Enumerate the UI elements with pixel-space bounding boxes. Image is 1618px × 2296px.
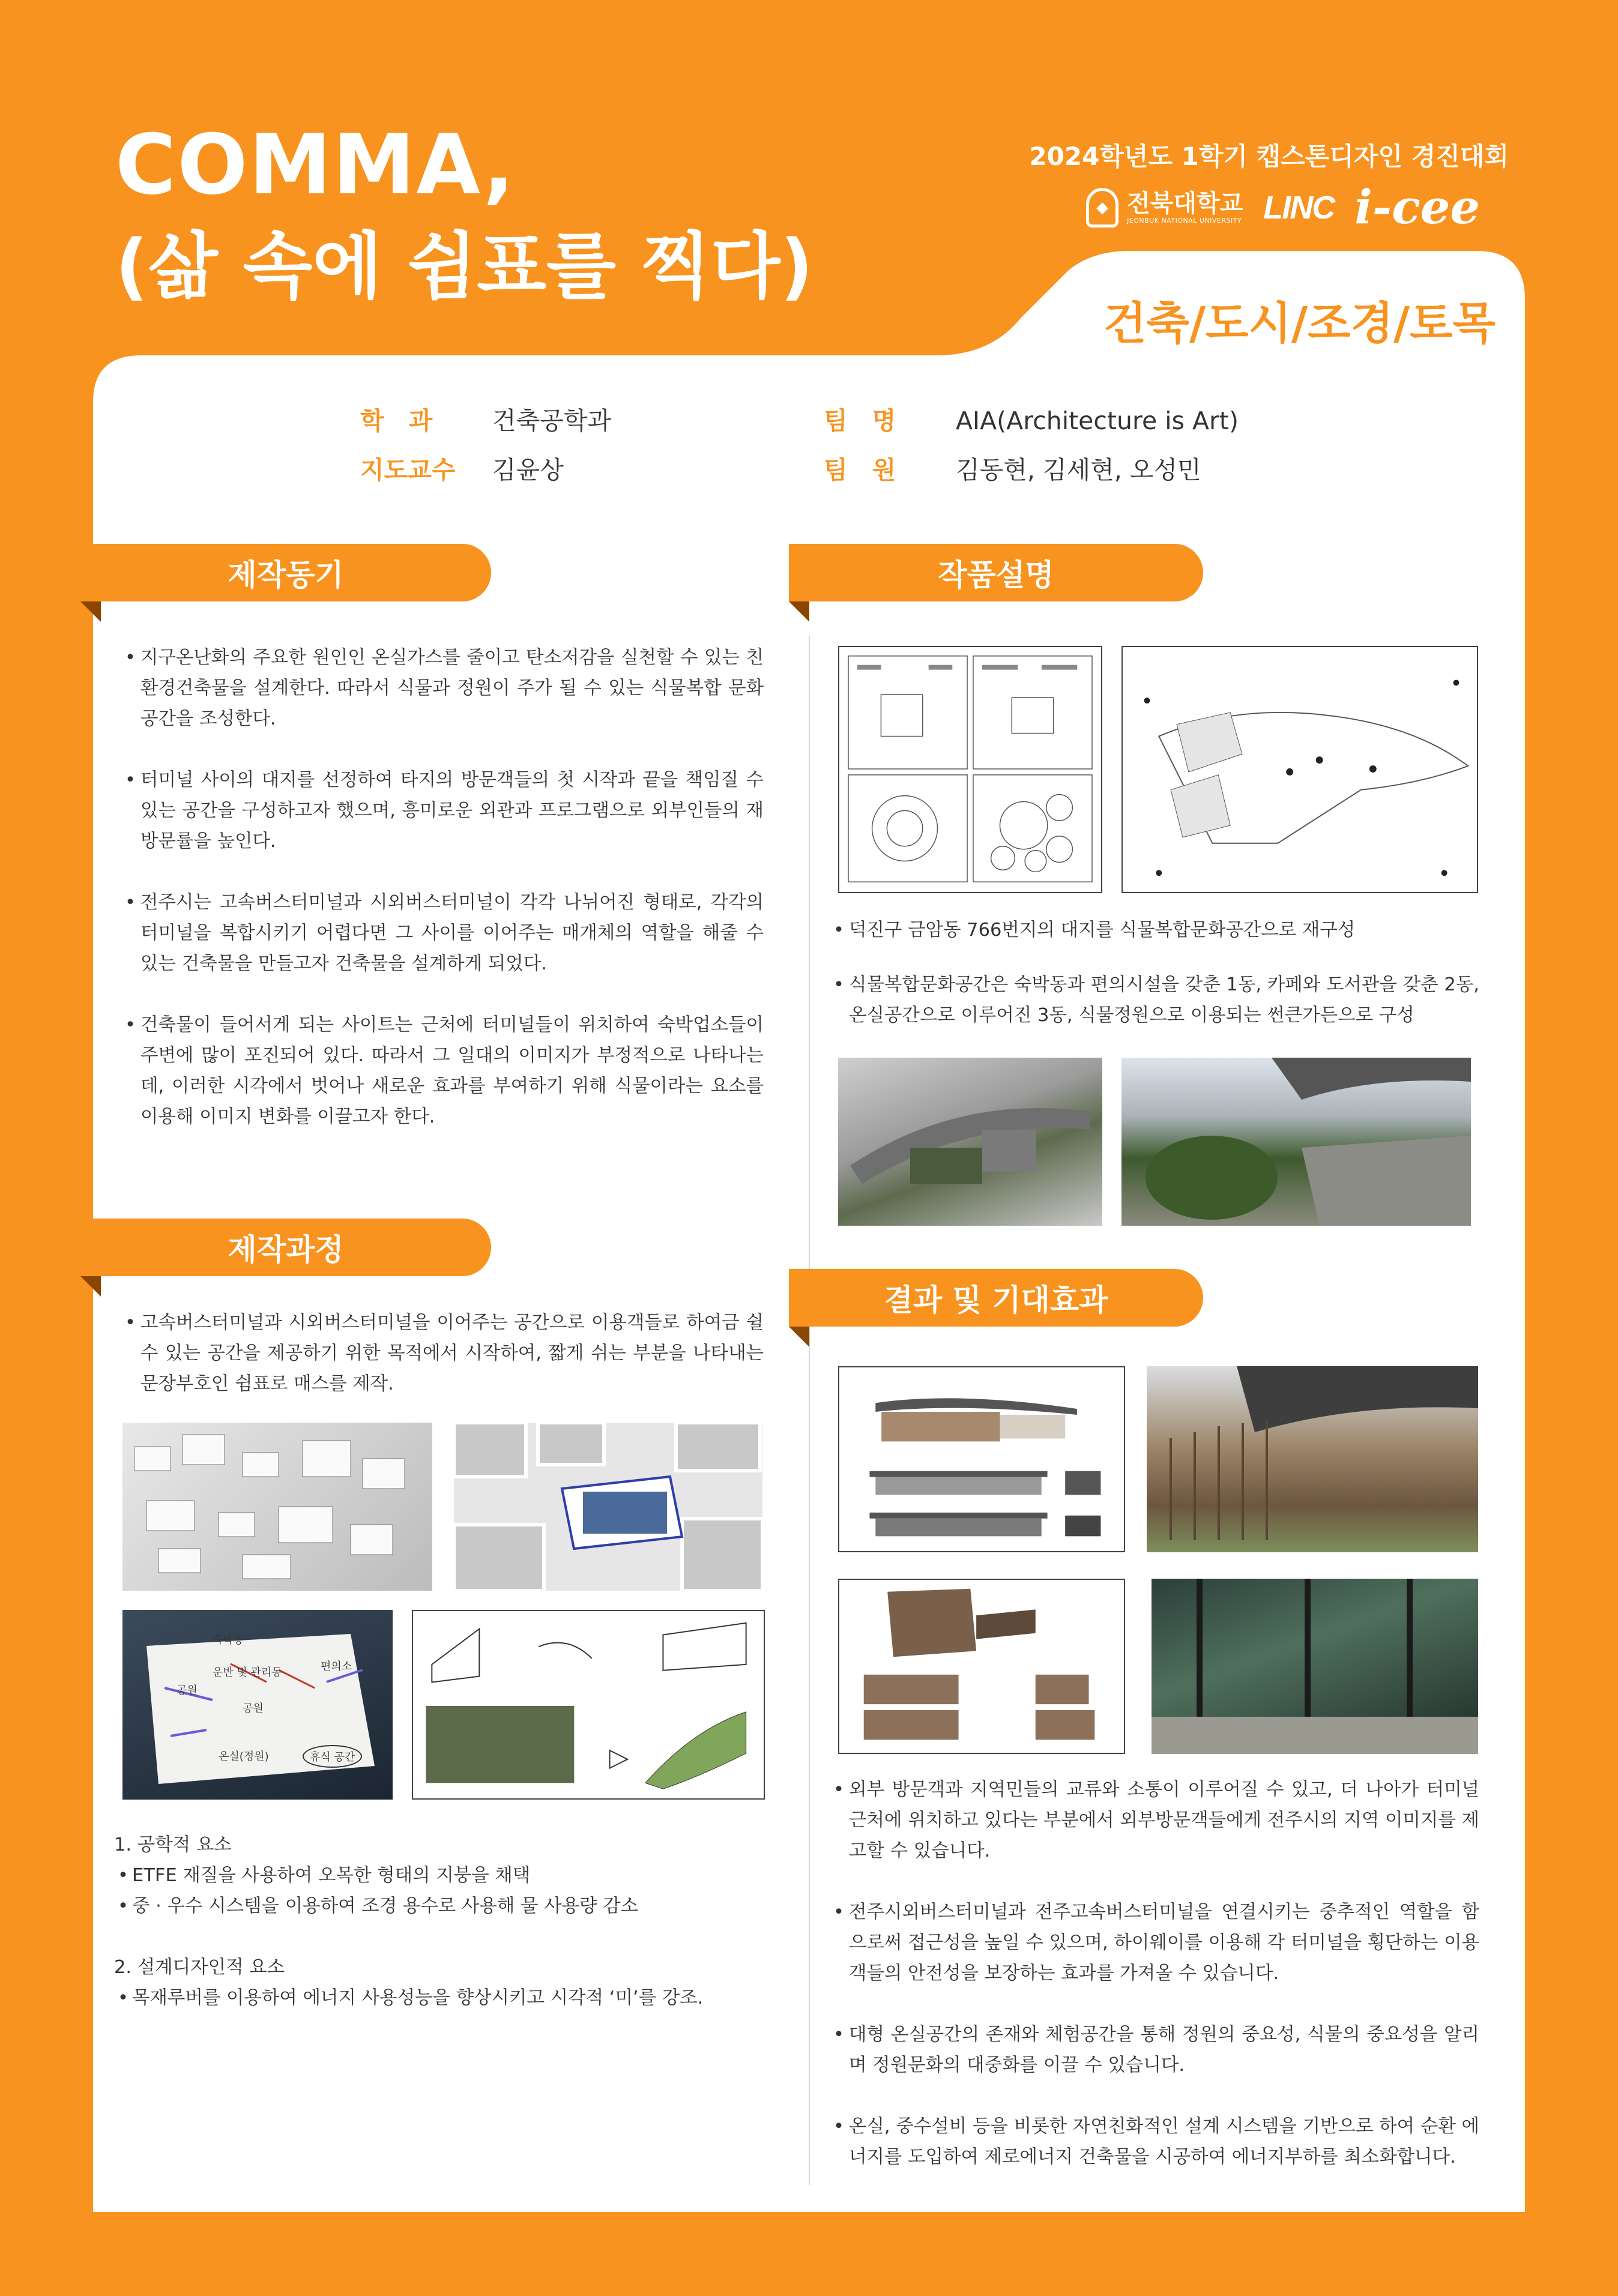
sketch-label: 운반 및 관리동	[213, 1666, 282, 1679]
column-divider	[809, 636, 810, 2185]
ribbon-fold	[80, 601, 101, 622]
dept-label: 학 과	[360, 406, 433, 435]
section-heading-description: 작품설명	[789, 544, 1203, 601]
wood-louver-facade-render	[1147, 1366, 1478, 1552]
category-label: 건축/도시/조경/토목	[1103, 298, 1496, 349]
mass-site-model-render	[122, 1423, 432, 1591]
sketch-label: 편의소	[321, 1660, 352, 1673]
list-item: • 외부 방문객과 지역민들의 교류와 소통이 이루어질 수 있고, 더 나아가 터미널 근처에 위치하고 있다는 부분에서 외부방문객들에게 전주시의 지역 이미지를 제고할 수 있습니다.	[831, 1774, 1479, 1866]
ribbon-fold	[789, 1327, 809, 1347]
elevation-drawings	[838, 1366, 1125, 1552]
section-heading-results: 결과 및 기대효과	[789, 1269, 1203, 1327]
description-list	[831, 915, 1479, 1061]
sketch-label: 휴식 공간	[303, 1745, 362, 1768]
info-right	[824, 396, 1239, 495]
section-heading-process: 제작과정	[80, 1219, 491, 1276]
site-location-map	[454, 1423, 762, 1591]
block-massing-drawings	[838, 1579, 1125, 1754]
section-heading-motivation: 제작동기	[80, 544, 491, 601]
list-item: • 온실, 중수설비 등을 비롯한 자연친화적인 설계 시스템을 기반으로 하여 순환 에너지를 도입하여 제로에너지 건축물을 시공하여 에너지부하를 최소화합니다.	[831, 2111, 1479, 2172]
motivation-list	[122, 642, 764, 1163]
list-item: • 전주시는 고속버스터미널과 시외버스터미널이 각각 나뉘어진 형태로, 각각의 터미널을 복합시키기 어렵다면 그 사이를 이어주는 매개체의 역할을 해줄 수 있는 건축물을 만들고자 건축물을 설계하게 되었다.	[122, 887, 764, 979]
list-item: • 중 · 우수 시스템을 이용하여 조경 용수로 사용해 물 사용량 감소	[114, 1891, 774, 1921]
sketch-label: 공원	[243, 1702, 264, 1715]
team-label: 팀 명	[824, 406, 896, 435]
site-plan-drawing	[1121, 646, 1478, 893]
list-item: • 터미널 사이의 대지를 선정하여 타지의 방문객들의 첫 시작과 끝을 책임질 수 있는 공간을 구성하고자 했으며, 흥미로운 외관과 프로그램으로 외부인들의 재방문률을 높인다.	[122, 765, 764, 857]
list-item: • 대형 온실공간의 존재와 체험공간을 통해 정원의 중요성, 식물의 중요성을 알리며 정원문화의 대중화를 이끌 수 있습니다.	[831, 2019, 1479, 2081]
process-list	[122, 1307, 764, 1430]
jbnu-logo-text: 전북대학교	[1127, 189, 1243, 217]
physical-model-photo	[122, 1610, 393, 1800]
sketch-label: 숙박동	[213, 1634, 244, 1647]
members-label: 팀 원	[824, 456, 896, 484]
title-line-1: COMMA,	[115, 116, 516, 213]
process-elements	[114, 1830, 774, 2013]
list-item: • 고속버스터미널과 시외버스터미널을 이어주는 공간으로 이용객들로 하여금 쉴 수 있는 공간을 제공하기 위한 목적에서 시작하여, 짧게 쉬는 부분을 나타내는 문장부호인 쉼표로 매스를 제작.	[122, 1307, 764, 1399]
courtyard-render	[1121, 1058, 1471, 1226]
list-item: • 건축물이 들어서게 되는 사이트는 근처에 터미널들이 위치하여 숙박업소들이 주변에 많이 포진되어 있다. 따라서 그 일대의 이미지가 부정적으로 나타나는데, 이러한 시각에서 벗어나 새로운 효과를 부여하기 위해 식물이라는 요소를 이용해 이미지 변화를 이끌고자 한다.	[122, 1010, 764, 1132]
members-value: 김동현, 김세현, 오성민	[956, 456, 1201, 484]
advisor-value: 김윤상	[492, 456, 564, 484]
engineering-title: 1. 공학적 요소	[114, 1834, 232, 1855]
ribbon-fold	[789, 601, 809, 622]
jbnu-logo-en: JEONBUK NATIONAL UNIVERSITY	[1127, 216, 1242, 224]
ribbon-fold	[80, 1276, 101, 1297]
greenhouse-interior-render	[1152, 1579, 1478, 1754]
jbnu-emblem-icon: ◆	[1086, 188, 1118, 227]
sketch-label: 공원	[177, 1684, 198, 1697]
linc-logo: LINC	[1263, 189, 1335, 226]
info-left	[360, 396, 611, 495]
advisor-label: 지도교수	[360, 456, 456, 484]
list-item: • ETFE 재질을 사용하여 오목한 형태의 지붕을 채택	[114, 1860, 774, 1891]
list-item: • 지구온난화의 주요한 원인인 온실가스를 줄이고 탄소저감을 실천할 수 있는 친환경건축물을 설계한다. 따라서 식물과 정원이 주가 될 수 있는 식물복합 문화공간을 조성한다.	[122, 642, 764, 734]
floor-plan-drawing	[838, 646, 1102, 893]
list-item: • 전주시외버스터미널과 전주고속버스터미널을 연결시키는 중추적인 역할을 함으로써 접근성을 높일 수 있으며, 하이웨이를 이용해 각 터미널을 횡단하는 이용객들의 안전성을 보장하는 효과를 가져올 수 있습니다.	[831, 1897, 1479, 1989]
concept-sketch-panel	[412, 1610, 765, 1800]
jbnu-logo	[1086, 188, 1243, 227]
dept-value: 건축공학과	[492, 406, 612, 435]
design-title: 2. 설계디자인적 요소	[114, 1957, 285, 1978]
team-value: AIA(Architecture is Art)	[956, 406, 1239, 435]
results-list	[831, 1774, 1479, 2203]
logo-bar	[1086, 180, 1480, 235]
contest-name: 2024학년도 1학기 캡스톤디자인 경진대회	[1029, 142, 1509, 171]
icee-logo: i-cee	[1354, 180, 1480, 235]
poster-title	[115, 114, 813, 318]
list-item: • 식물복합문화공간은 숙박동과 편의시설을 갖춘 1동, 카페와 도서관을 갖춘 2동, 온실공간으로 이루어진 3동, 식물정원으로 이용되는 썬큰가든으로 구성	[831, 969, 1479, 1031]
sketch-label: 온실(정원)	[219, 1750, 269, 1763]
title-line-2: (삶 속에 쉼표를 찍다)	[115, 225, 814, 309]
list-item: • 목재루버를 이용하여 에너지 사용성능을 향상시키고 시각적 ‘미’를 강조.	[114, 1983, 774, 2013]
model-render-aerial	[838, 1058, 1102, 1226]
list-item: • 덕진구 금암동 766번지의 대지를 식물복합문화공간으로 재구성	[831, 915, 1479, 945]
